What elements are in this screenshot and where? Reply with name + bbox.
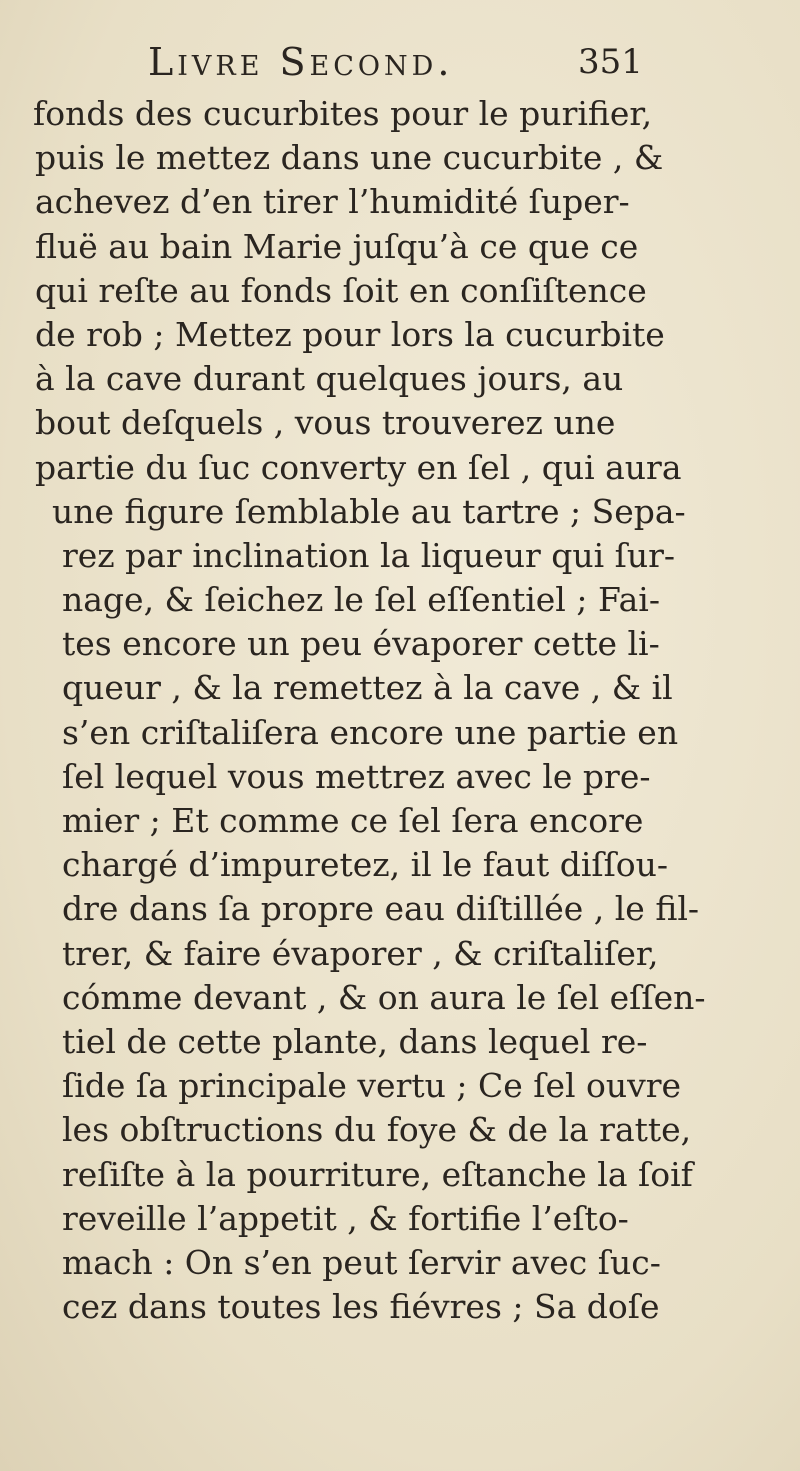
text-line: à la cave durant quelques jours, au [35,359,624,399]
text-line: dre dans ſa propre eau diſtillée , le fil- [62,889,700,929]
page-number: 351 [578,42,643,82]
text-line: nage, & ſeichez le ſel eſſentiel ; Fai- [62,580,660,620]
text-line: une figure ſemblable au tartre ; Sepa- [52,491,686,531]
body-text [24,92,784,1329]
text-line: ſel lequel vous mettrez avec le pre- [62,756,651,796]
text-line: fluë au bain Marie juſqu’à ce que ce [35,226,639,266]
text-line: s’en criſtaliſera encore une partie en [62,712,679,752]
text-line: partie du ſuc converty en ſel , qui aura [35,447,682,487]
text-line: tiel de cette plante, dans lequel re- [62,1021,648,1061]
text-line: mier ; Et comme ce ſel ſera encore [62,801,644,840]
text-line: achevez d’en tirer l’humidité ſuper- [35,182,630,222]
text-line: cez dans toutes les fiévres ; Sa doſe [62,1287,660,1327]
text-line: de rob ; Mettez pour lors la cucurbite [35,314,665,354]
text-line: puis le mettez dans une cucurbite , & [35,138,664,178]
text-line: les obſtructions du foye & de la ratte, [62,1110,692,1150]
text-line: reveille l’appetit , & fortifie l’eſto- [62,1198,629,1238]
text-line: qui reſte au fonds ſoit en conſiſtence [35,270,647,310]
text-line: mach : On s’en peut ſervir avec ſuc- [62,1242,661,1282]
text-line: bout deſquels , vous trouverez une [35,403,616,443]
text-line: tes encore un peu évaporer cette li- [62,624,660,664]
text-line: rez par inclination la liqueur qui ſur- [62,535,676,575]
page-header [148,40,668,90]
text-line: queur , & la remettez à la cave , & il [62,668,673,708]
text-line: reſiſte à la pourriture, eſtanche la ſoif [62,1154,693,1194]
text-line: ſide ſa principale vertu ; Ce ſel ouvre [62,1066,682,1106]
text-line: cómme devant , & on aura le ſel eſſen- [62,977,706,1017]
running-head: Livre Second. [148,40,454,84]
text-line: trer, & faire évaporer , & criſtaliſer, [62,933,659,973]
text-line: fonds des cucurbites pour le purifier, [33,94,653,133]
text-line: chargé d’impuretez, il le faut diſſou- [62,845,669,885]
